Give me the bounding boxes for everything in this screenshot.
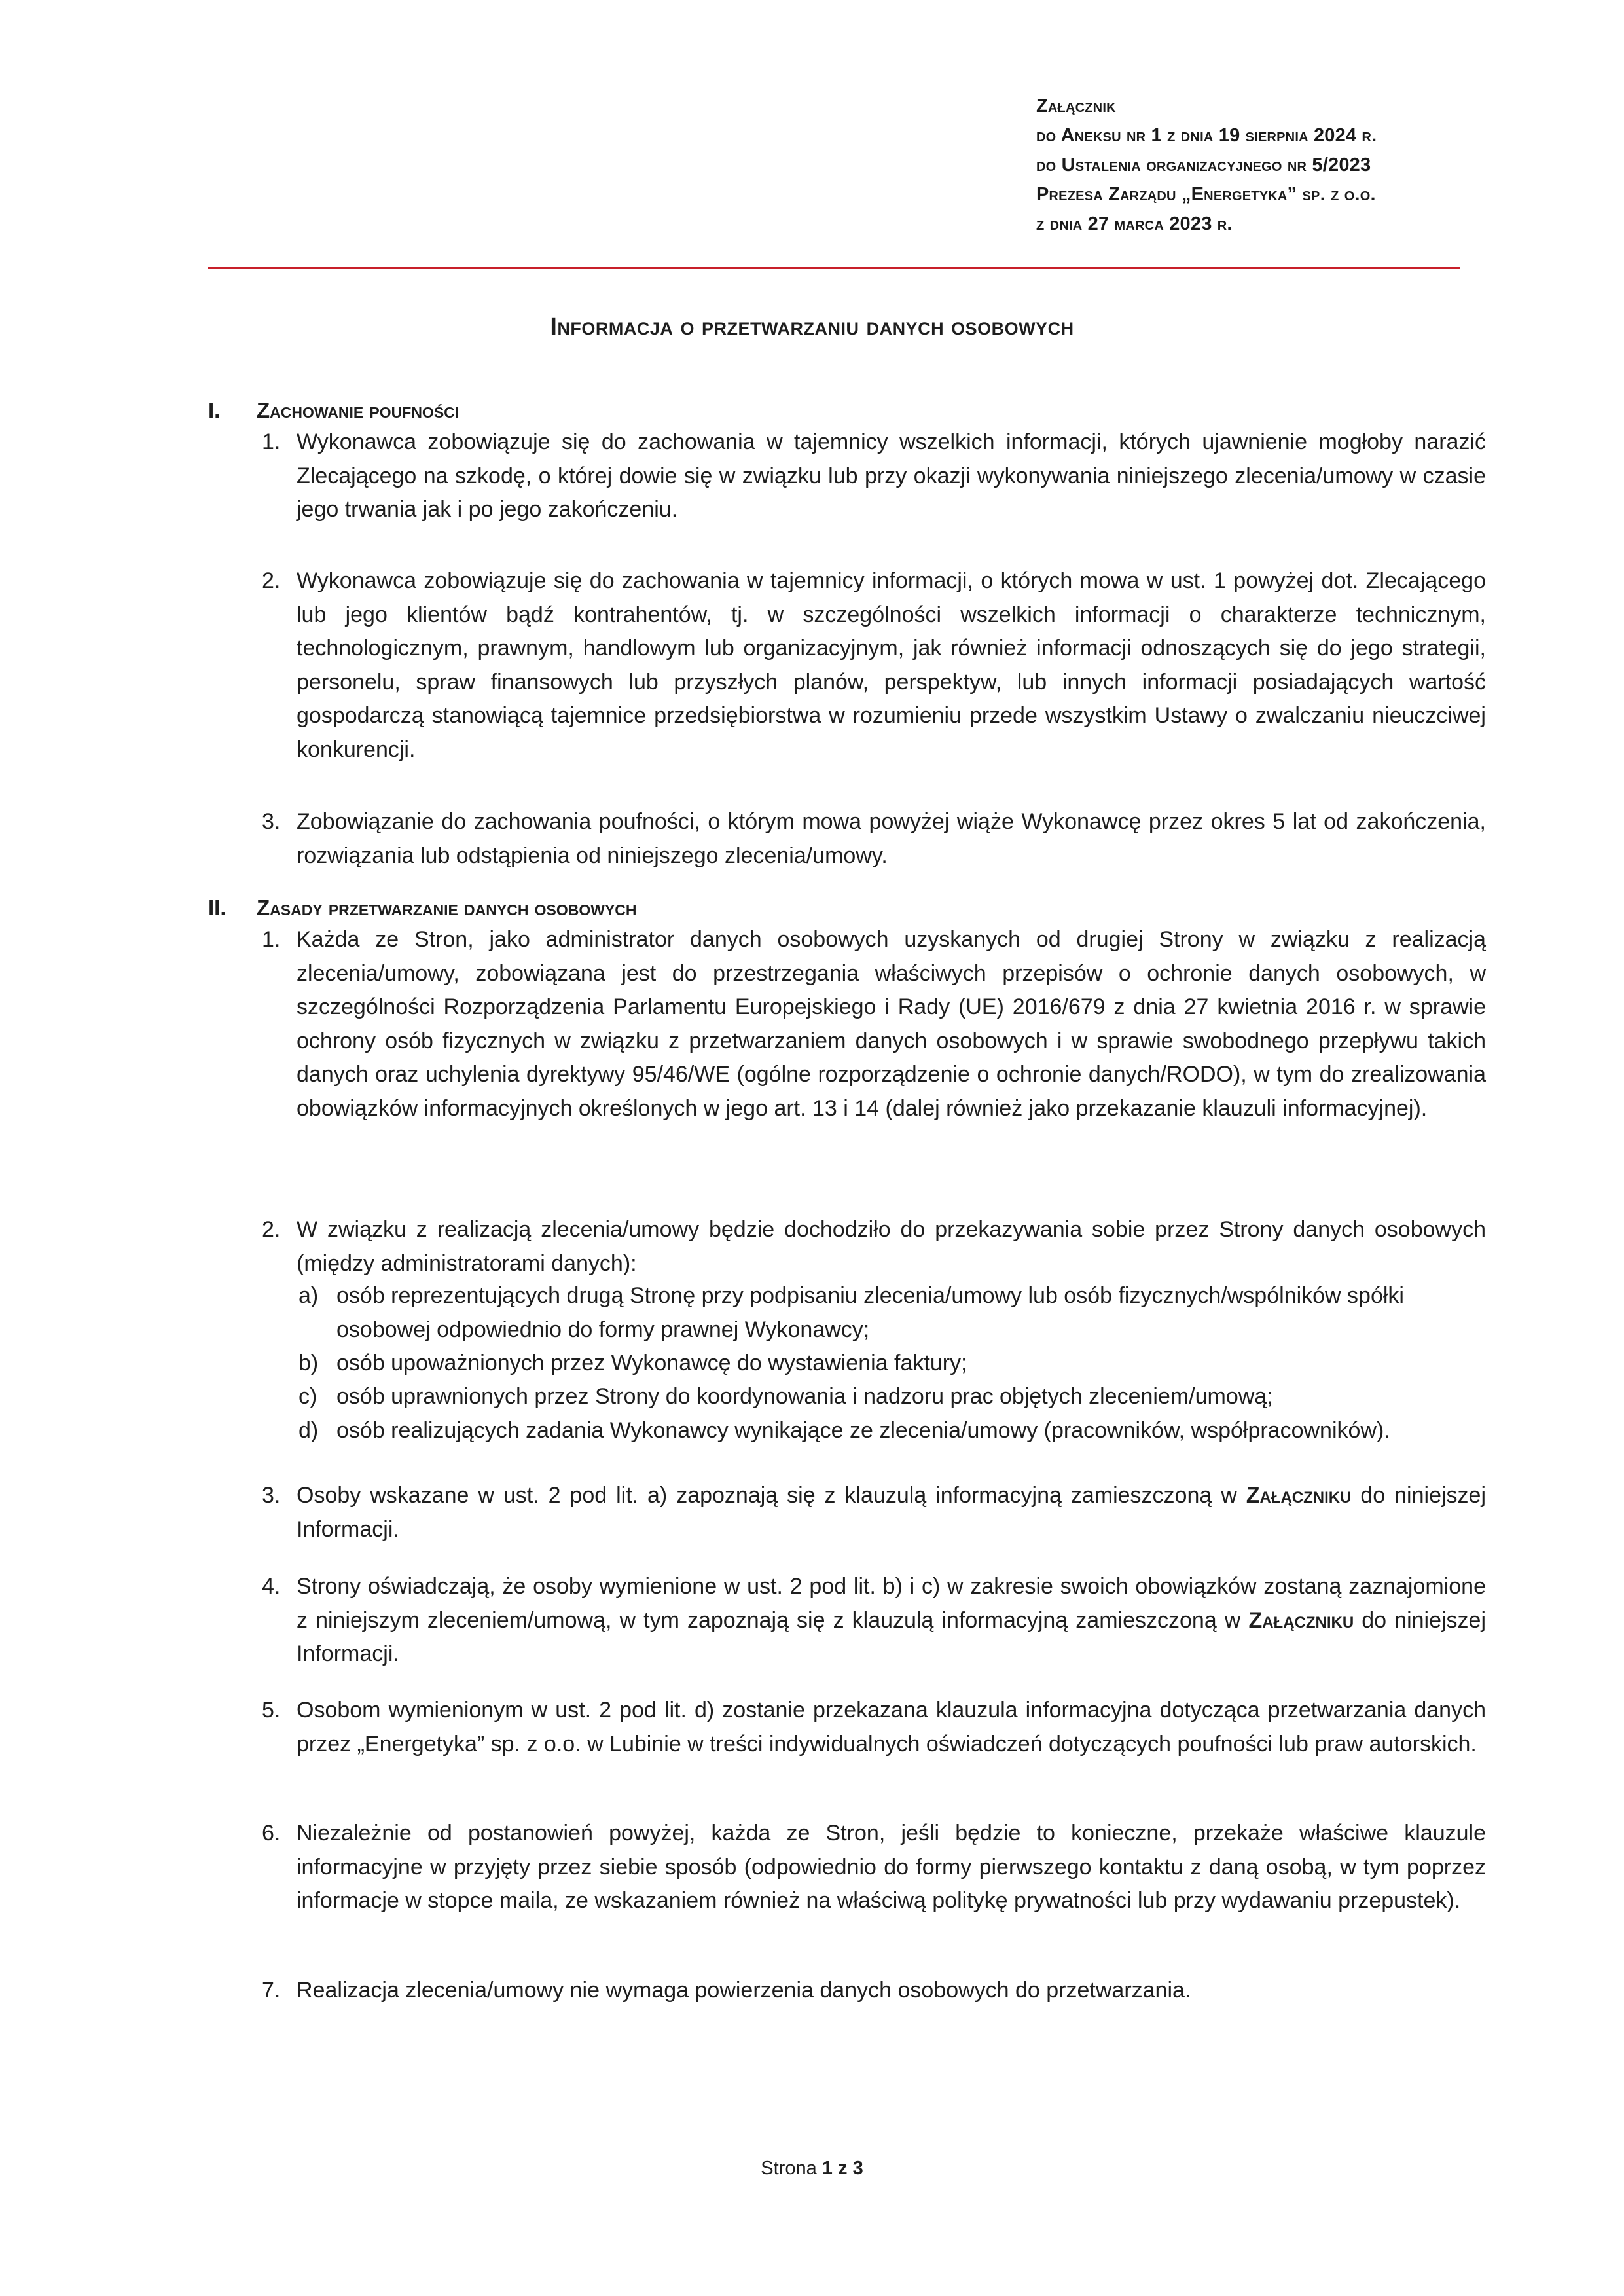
item-text: Wykonawca zobowiązuje się do zachowania w tajemnicy wszelkich informacji, których ujawnienie mogłoby narazić Zlecającego na szkodę, o której dowie się w związku lub przy okazji wykonywania niniejszego zlecenia/umowy w czasie jego trwania jak i po jego zakończeniu. <box>297 429 1486 522</box>
item-number: 2. <box>262 1217 281 1242</box>
page-number <box>0 2158 1624 2179</box>
item-text-part: do niniejszej Informacji. <box>297 1607 1487 1666</box>
item-number: 2. <box>262 568 281 593</box>
section-2-item-4 <box>262 1570 1486 1671</box>
section-2-item-3 <box>262 1479 1486 1546</box>
item-text <box>297 1570 1486 1671</box>
document-title: Informacja o przetwarzaniu danych osobowych <box>550 313 1074 340</box>
header-line-1: Załącznik <box>1036 96 1116 117</box>
item-number: 3. <box>262 809 281 834</box>
attachment-reference: Załączniku <box>1248 1607 1354 1633</box>
section-2-title: Zasady przetwarzanie danych osobowych <box>257 896 637 920</box>
section-1-number: I. <box>208 398 221 422</box>
section-2-item-5 <box>262 1694 1486 1761</box>
header-line-2: do Aneksu nr 1 z dnia 19 sierpnia 2024 r. <box>1036 125 1377 146</box>
header-line-4: Prezesa Zarządu „Energetyka” sp. z o.o. <box>1036 184 1376 205</box>
section-2-heading <box>208 896 637 920</box>
page-current: 1 <box>821 2158 833 2179</box>
item-number: 7. <box>262 1978 281 2003</box>
item-text: Osobom wymienionym w ust. 2 pod lit. d) zostanie przekazana klauzula informacyjna dotycząca przetwarzania danych przez „Energetyka” sp. z o.o. w Lubinie w treści indywidualnych oświadczeń dotyczących poufności lub praw autorskich. <box>297 1698 1486 1757</box>
item-number: 1. <box>262 429 281 454</box>
item-number: 6. <box>262 1821 281 1846</box>
section-1-item-2 <box>262 564 1486 767</box>
item-text-part: do niniejszej Informacji. <box>297 1483 1487 1542</box>
item-number: 5. <box>262 1698 281 1722</box>
header-line-5: z dnia 27 marca 2023 r. <box>1036 213 1233 234</box>
item-text: W związku z realizacją zlecenia/umowy będzie dochodziło do przekazywania sobie przez Strony danych osobowych (między administratorami danych): <box>297 1217 1486 1276</box>
attachment-header <box>1036 92 1507 239</box>
subitem-c <box>298 1380 1486 1414</box>
section-2-item-6 <box>262 1817 1486 1918</box>
subitem-letter: a) <box>298 1283 319 1308</box>
subitem-text: osób realizujących zadania Wykonawcy wynikające ze zlecenia/umowy (pracowników, współpracowników). <box>336 1418 1390 1443</box>
section-1-item-1 <box>262 426 1486 527</box>
subitem-letter: d) <box>298 1418 319 1443</box>
subitem-d <box>298 1414 1486 1448</box>
item-text: Realizacja zlecenia/umowy nie wymaga powierzenia danych osobowych do przetwarzania. <box>297 1978 1191 2003</box>
page-label: Strona <box>761 2158 817 2179</box>
section-2-number: II. <box>208 896 226 920</box>
section-2-item-7 <box>262 1974 1486 2008</box>
subitem-letter: b) <box>298 1351 319 1376</box>
subitem-text: osób upoważnionych przez Wykonawcę do wystawienia faktury; <box>336 1351 967 1376</box>
item-number: 4. <box>262 1574 281 1599</box>
subitem-a <box>298 1279 1486 1347</box>
item-text-part: Strony oświadczają, że osoby wymienione w ust. 2 pod lit. b) i c) w zakresie swoich obowiązków zostaną zaznajomione z niniejszym zleceniem/umową, w tym zapoznają się z klauzulą informacyjną zamieszczoną w <box>297 1574 1486 1633</box>
item-text-part: Osoby wskazane w ust. 2 pod lit. a) zapoznają się z klauzulą informacyjną zamieszczoną w <box>297 1483 1246 1508</box>
item-number: 3. <box>262 1483 281 1508</box>
item-text <box>297 1479 1486 1546</box>
page-separator: z <box>838 2158 848 2179</box>
subitem-letter: c) <box>298 1384 317 1409</box>
section-1-title: Zachowanie poufności <box>257 398 460 422</box>
section-1-heading <box>208 398 459 423</box>
header-line-3: do Ustalenia organizacyjnego nr 5/2023 <box>1036 155 1371 175</box>
item-text: Niezależnie od postanowień powyżej, każda ze Stron, jeśli będzie to konieczne, przekaże właściwe klauzule informacyjne w przyjęty przez siebie sposób (odpowiednio do formy pierwszego kontaktu z daną osobą, w tym poprzez informacje w stopce maila, ze wskazaniem również na właściwą politykę prywatności lub przy wydawaniu przepustek). <box>297 1821 1486 1913</box>
subitem-b <box>298 1347 1486 1381</box>
item-text: Wykonawca zobowiązuje się do zachowania w tajemnicy informacji, o których mowa w ust. 1 powyżej dot. Zlecającego lub jego klientów bądź kontrahentów, tj. w szczególności wszelkich informacji o charakterze technicznym, technologicznym, prawnym, handlowym lub organizacyjnym, jak również informacji odnoszących się do jego strategii, personelu, spraw finansowych lub przyszłych planów, perspektyw, lub innych informacji posiadających wartość gospodarczą stanowiącą tajemnice przedsiębiorstwa w rozumieniu przede wszystkim Ustawy o zwalczaniu nieuczciwej konkurencji. <box>297 568 1486 762</box>
subitem-text: osób uprawnionych przez Strony do koordynowania i nadzoru prac objętych zleceniem/umową; <box>336 1384 1273 1409</box>
section-2-item-1 <box>262 923 1486 1125</box>
subitem-text: osób reprezentujących drugą Stronę przy podpisaniu zlecenia/umowy lub osób fizycznych/wspólników spółki osobowej odpowiednio do formy prawnej Wykonawcy; <box>336 1283 1404 1342</box>
item-number: 1. <box>262 927 281 952</box>
page-total: 3 <box>852 2158 863 2179</box>
item-text: Każda ze Stron, jako administrator danych osobowych uzyskanych od drugiej Strony w związku z realizacją zlecenia/umowy, zobowiązana jest do przestrzegania właściwych przepisów o ochronie danych osobowych, w szczególności Rozporządzenia Parlamentu Europejskiego i Rady (UE) 2016/679 z dnia 27 kwietnia 2016 r. w sprawie ochrony osób fizycznych w związku z przetwarzaniem danych osobowych i w sprawie swobodnego przepływu takich danych oraz uchylenia dyrektywy 95/46/WE (ogólne rozporządzenie o ochronie danych/RODO), w tym do zrealizowania obowiązków informacyjnych określonych w jego art. 13 i 14 (dalej również jako przekazanie klauzuli informacyjnej). <box>297 927 1486 1121</box>
item-text: Zobowiązanie do zachowania poufności, o którym mowa powyżej wiąże Wykonawcę przez okres 5 lat od zakończenia, rozwiązania lub odstąpienia od niniejszego zlecenia/umowy. <box>297 809 1486 868</box>
section-2-item-2 <box>262 1213 1486 1281</box>
header-divider <box>208 267 1460 269</box>
attachment-reference: Załączniku <box>1246 1483 1352 1508</box>
section-1-item-3 <box>262 805 1486 873</box>
